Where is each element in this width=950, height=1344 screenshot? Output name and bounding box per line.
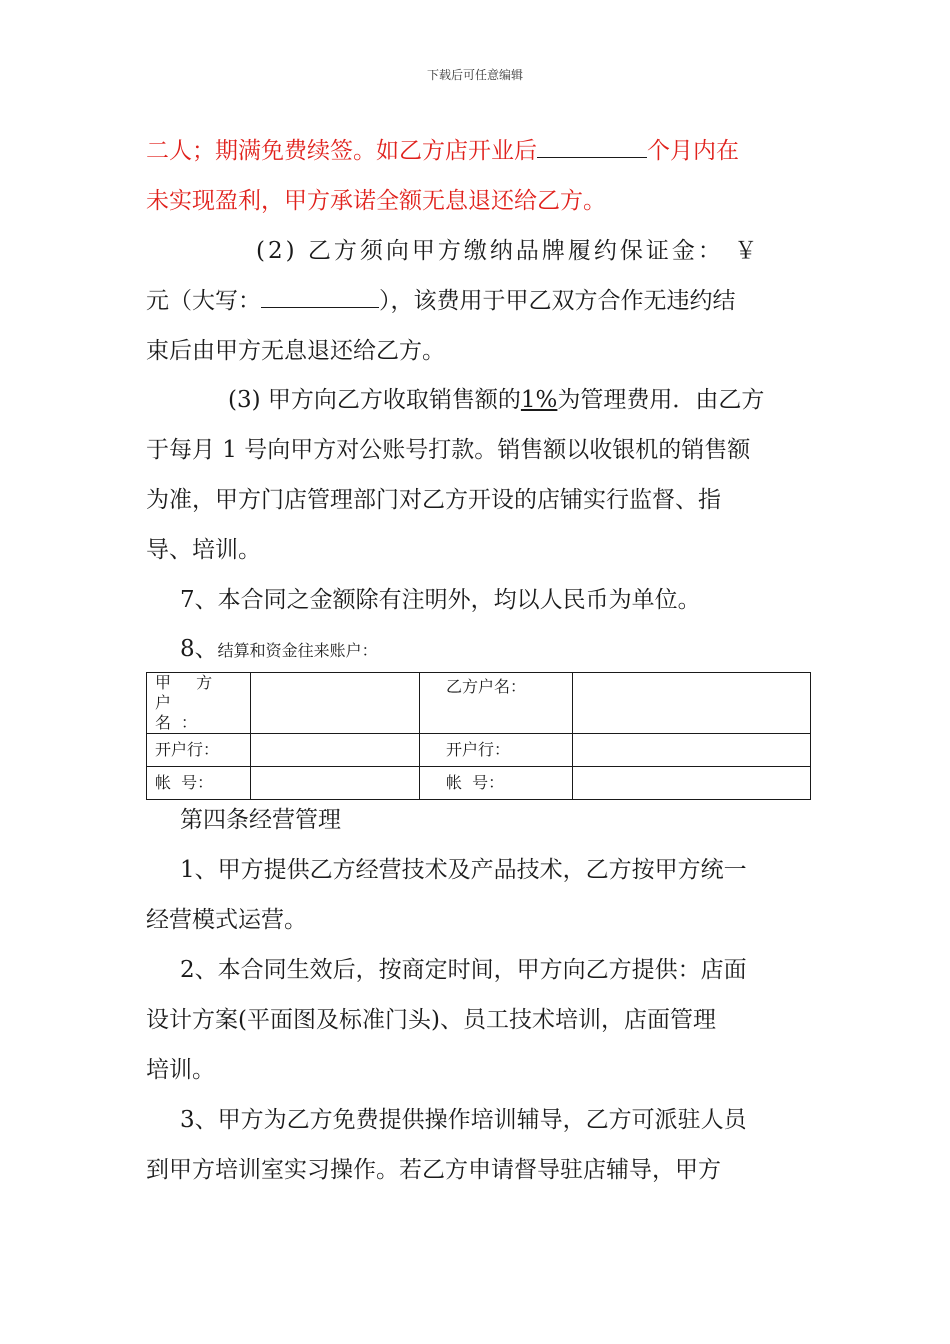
paragraph-line: [146, 286, 808, 316]
table-row: [147, 767, 811, 800]
table-caption: 结算和资金往来账户：: [217, 641, 378, 660]
party-a-name-label: 甲 方 户 名：: [147, 673, 251, 734]
text-segment: 二人；期满免费续签。如乙方店开业后: [146, 138, 537, 164]
party-a-bank-label: 开户行：: [147, 734, 251, 767]
account-table: [146, 672, 811, 800]
paragraph-line: 束后由甲方无息退还给乙方。: [146, 338, 445, 364]
paragraph-line: 导、培训。: [146, 537, 261, 563]
text-segment: (3) 甲方向乙方收取销售额的: [228, 387, 521, 413]
table-row: [147, 673, 811, 734]
paragraph-line: 于每月 1 号向甲方对公账号打款。销售额以收银机的销售额: [146, 437, 751, 463]
page-header: 下载后可任意编辑: [426, 68, 523, 82]
party-a-name-value[interactable]: [251, 673, 420, 734]
party-a-account-value[interactable]: [251, 767, 420, 800]
text-segment: 元（大写：: [146, 288, 261, 314]
fill-in-blank[interactable]: [261, 287, 379, 308]
paragraph-line: 设计方案(平面图及标准门头)、员工技术培训，店面管理: [146, 1007, 716, 1033]
paragraph-line: 未实现盈利，甲方承诺全额无息退还给乙方。: [146, 188, 606, 214]
party-b-bank-label: 开户行：: [420, 734, 573, 767]
party-b-name-value[interactable]: [573, 673, 811, 734]
party-b-account-label: 帐 号：: [420, 767, 573, 800]
paragraph-line: 1、甲方提供乙方经营技术及产品技术，乙方按甲方统一: [180, 857, 747, 883]
text-segment: 个月内在: [647, 138, 739, 164]
paragraph-line: 2、本合同生效后，按商定时间，甲方向乙方提供：店面: [180, 957, 747, 983]
paragraph-line: [146, 136, 808, 166]
paragraph-line: (2) 乙方须向甲方缴纳品牌履约保证金： ￥: [256, 238, 761, 264]
paragraph-line: 培训。: [146, 1057, 215, 1083]
clause-number: 8、: [180, 636, 218, 662]
section-heading: 第四条经营管理: [180, 807, 341, 833]
paragraph-line: [180, 634, 842, 666]
party-b-name-label: 乙方户名：: [420, 673, 573, 734]
party-b-account-value[interactable]: [573, 767, 811, 800]
fill-in-blank[interactable]: [537, 137, 647, 158]
paragraph-line: 7、本合同之金额除有注明外，均以人民币为单位。: [180, 587, 701, 613]
fee-percentage: 1%: [520, 387, 558, 413]
paragraph-line: 经营模式运营。: [146, 907, 307, 933]
paragraph-line: [228, 385, 808, 415]
paragraph-line: 到甲方培训室实习操作。若乙方申请督导驻店辅导，甲方: [146, 1157, 721, 1183]
paragraph-line: 为准，甲方门店管理部门对乙方开设的店铺实行监督、指: [146, 487, 721, 513]
table-row: [147, 734, 811, 767]
paragraph-line: 3、甲方为乙方免费提供操作培训辅导，乙方可派驻人员: [180, 1107, 747, 1133]
text-segment: 为管理费用．由乙方: [557, 387, 765, 413]
party-a-account-label: 帐 号：: [147, 767, 251, 800]
party-b-bank-value[interactable]: [573, 734, 811, 767]
party-a-bank-value[interactable]: [251, 734, 420, 767]
text-segment: ），该费用于甲乙双方合作无违约结: [379, 288, 736, 314]
